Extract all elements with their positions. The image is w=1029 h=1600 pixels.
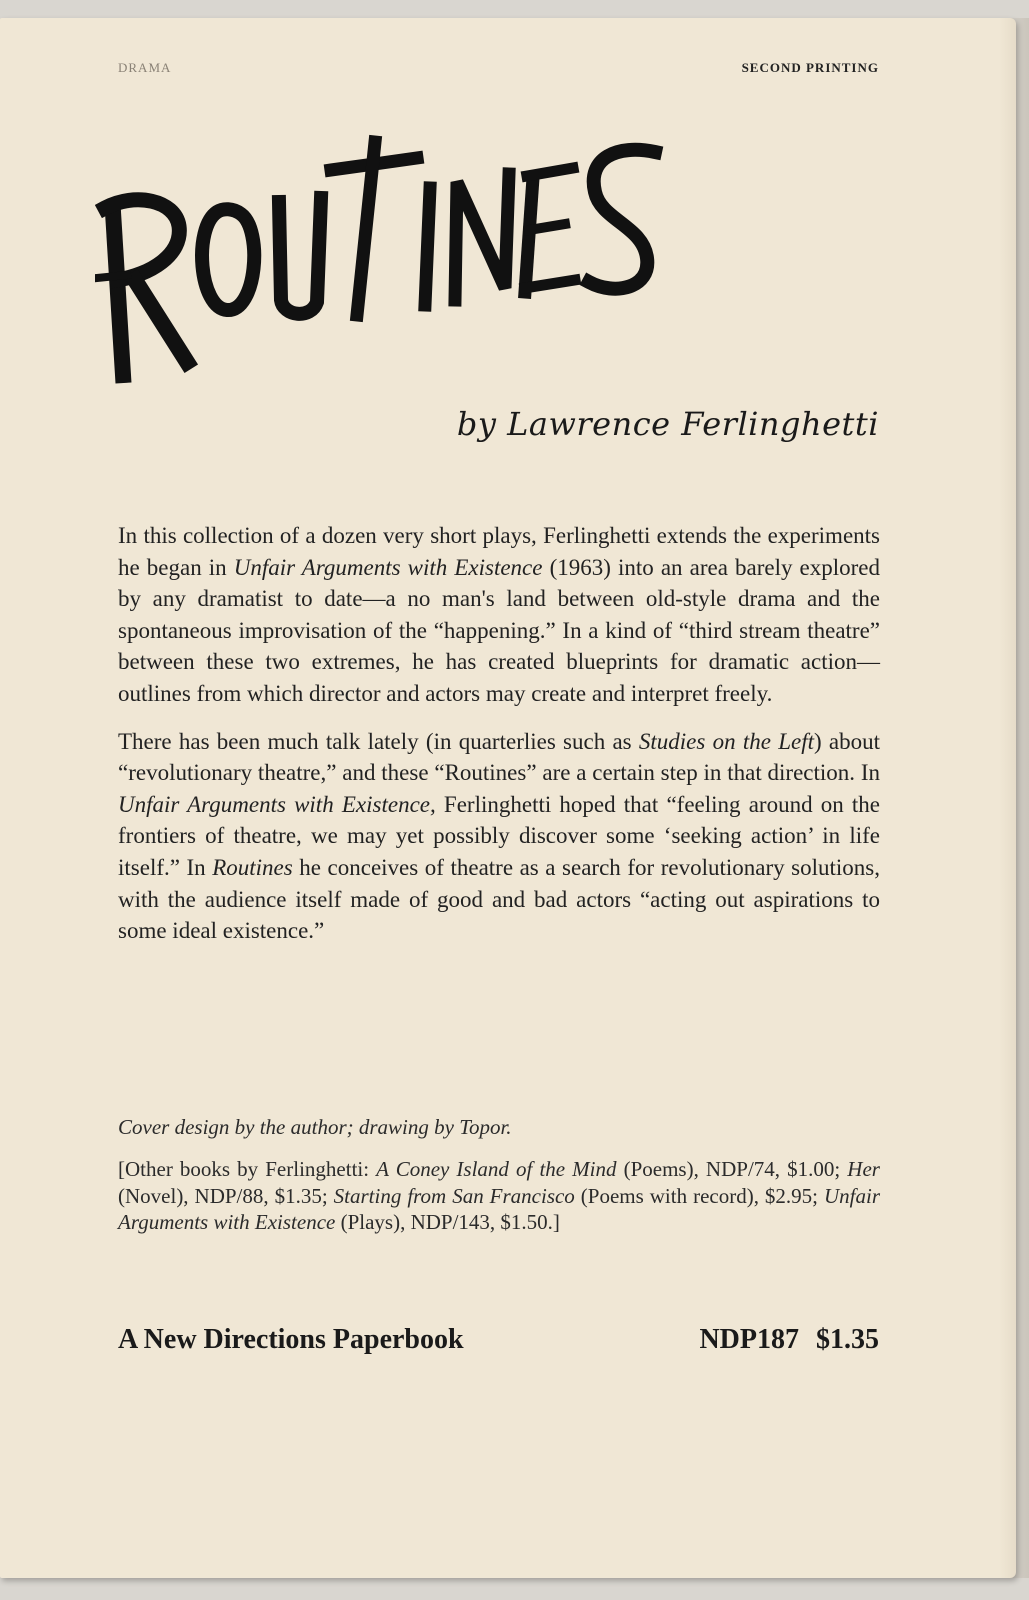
other-books-list: [Other books by Ferlinghetti: A Coney Island of the Mind (Poems), NDP/74, $1.00; Her (Novel), NDP/88, $1.35; Starting from San Francisco (Poems with record), $2.95; Unfair Arguments with Existence (Plays), NDP/143, $1.50.] [118, 1157, 880, 1234]
catalog-number: NDP187 [699, 1324, 799, 1355]
genre-label: DRAMA [118, 60, 172, 75]
description-paragraph-1: In this collection of a dozen very short plays, Ferlinghetti extends the experiments he began in Unfair Arguments with Existence (1963) into an area barely explored by any dramatist to date—a no man's land between old-style drama and the spontaneous improvisation of the “happening.” In a kind of “third stream theatre” between these two extremes, he has created blueprints for dramatic action—outlines from which director and actors may create and interpret freely. [118, 523, 881, 706]
description-text [118, 520, 880, 963]
publisher-series: A New Directions Paperbook [118, 1324, 464, 1355]
author-line: by Lawrence Ferlinghetti [456, 405, 879, 443]
printing-label: SECOND PRINTING [741, 60, 879, 75]
description-paragraph-2: There has been much talk lately (in quarterlies such as Studies on the Left) about “revolutionary theatre,” and these “Routines” are a certain step in that direction. In Unfair Arguments with Existence, Ferlinghetti hoped that “feeling around on the frontiers of theatre, we may yet possibly discover some ‘seeking action’ in life itself.” In Routines he conceives of theatre as a search for revolutionary solutions, with the audience itself made of good and bad actors “acting out aspirations to some ideal existence.” [118, 728, 881, 944]
catalog-and-price [699, 1324, 879, 1356]
title-logo [95, 130, 675, 400]
price: $1.35 [816, 1324, 879, 1355]
cover-credit: Cover design by the author; drawing by Topor. [118, 1115, 512, 1139]
